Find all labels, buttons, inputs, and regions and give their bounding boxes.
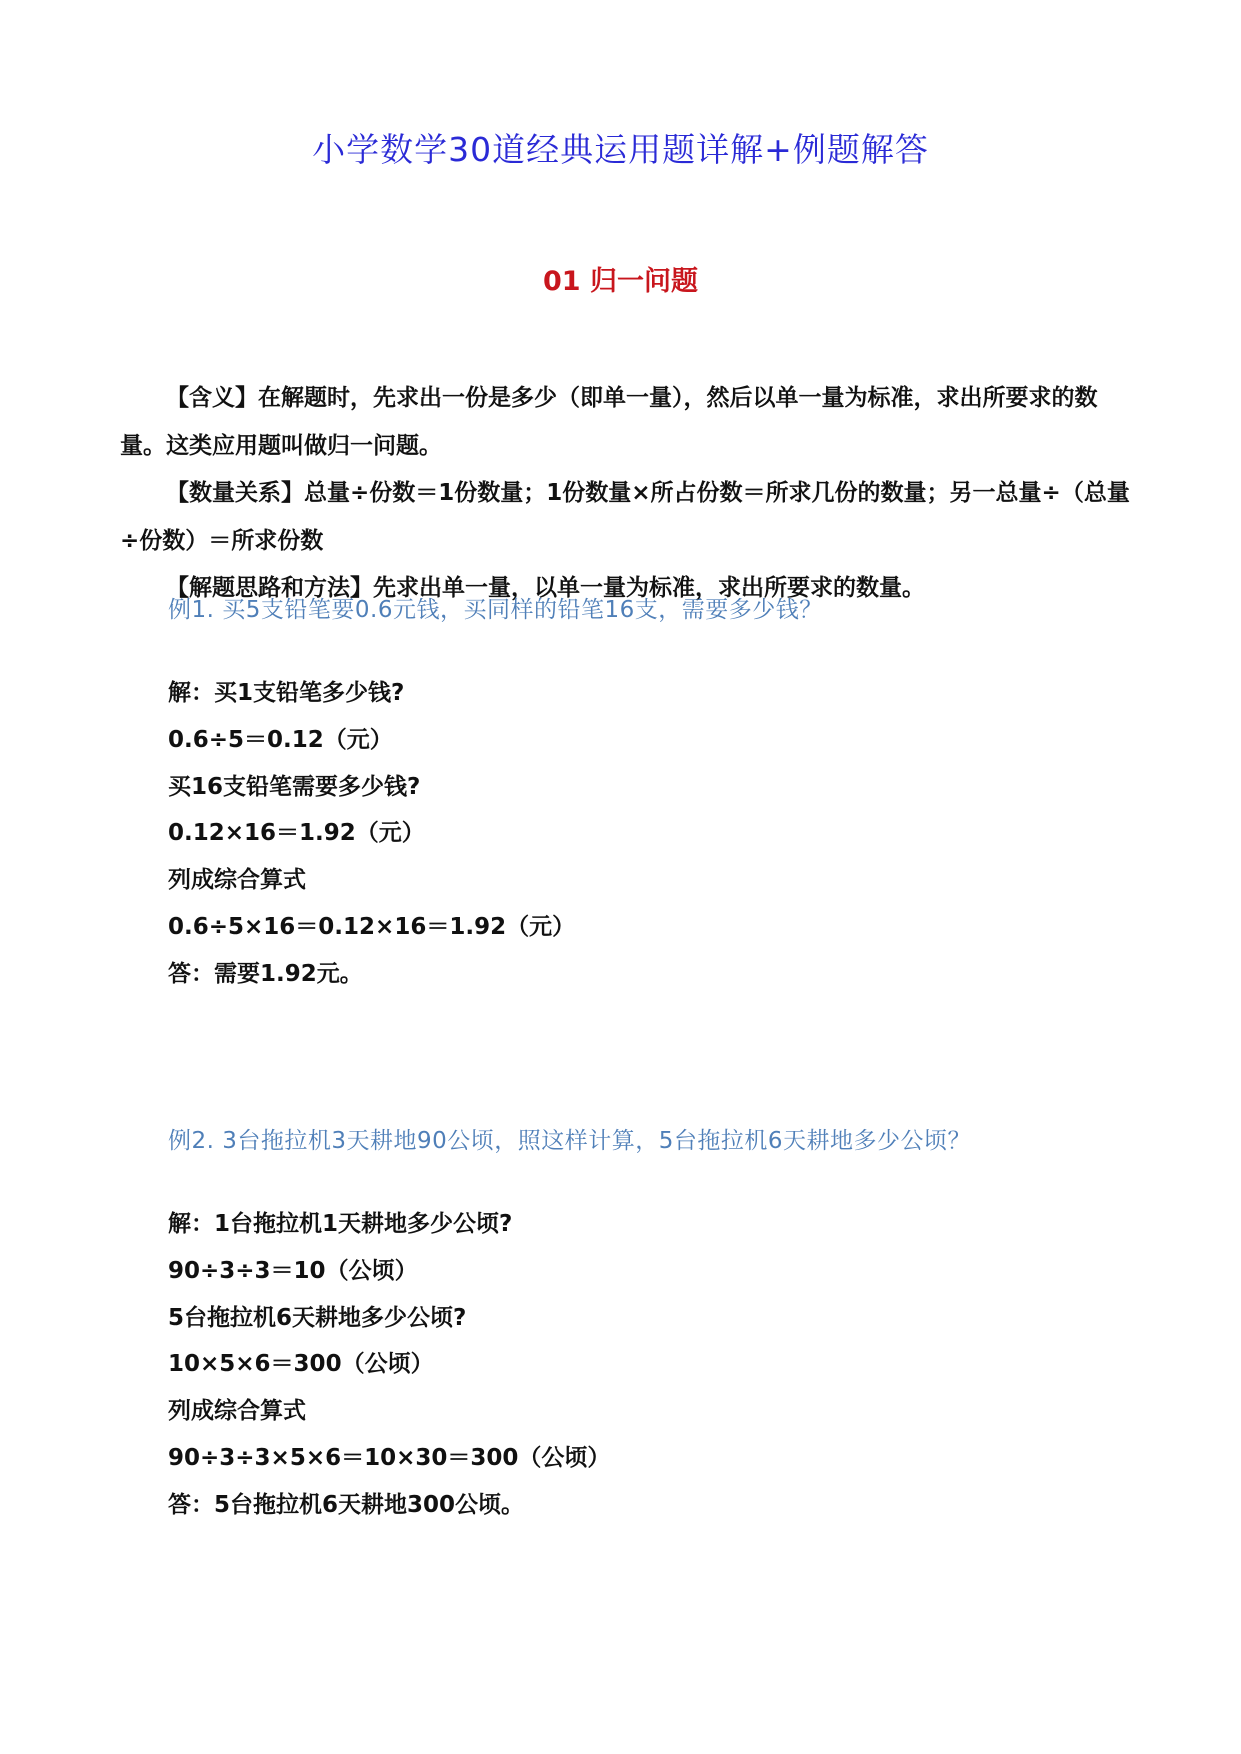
intro-block: [120, 375, 1130, 613]
solution-line: 5台拖拉机6天耕地多少公顷?: [168, 1304, 467, 1331]
example-1-solution: [168, 670, 1128, 998]
example-2-question: 例2. 3台拖拉机3天耕地90公顷，照这样计算，5台拖拉机6天耕地多少公顷？: [168, 1128, 972, 1154]
solution-line: 答：需要1.92元。: [168, 960, 363, 987]
solution-line: 0.6÷5＝0.12（元）: [168, 726, 393, 753]
solution-line: 0.12×16＝1.92（元）: [168, 820, 425, 847]
example-2-solution: [168, 1201, 1128, 1529]
solution-line: 解：买1支铅笔多少钱?: [168, 680, 405, 706]
solution-line: 10×5×6＝300（公顷）: [168, 1351, 434, 1378]
solution-line: 90÷3÷3＝10（公顷）: [168, 1257, 418, 1284]
solution-line: 解：1台拖拉机1天耕地多少公顷?: [168, 1211, 513, 1237]
solution-line: 列成综合算式: [168, 1398, 306, 1425]
intro-quantity-relation: 【数量关系】总量÷份数＝1份数量；1份数量×所占份数＝所求几份的数量；另一总量÷（总量÷份数）＝所求份数: [120, 480, 1130, 554]
example-1-question: 例1. 买5支铅笔要0.6元钱，买同样的铅笔16支，需要多少钱？: [168, 597, 823, 623]
document-title: 小学数学30道经典运用题详解+例题解答: [312, 130, 929, 169]
solution-line: 列成综合算式: [168, 867, 306, 894]
solution-line: 买16支铅笔需要多少钱?: [168, 773, 421, 800]
intro-definition: 【含义】在解题时，先求出一份是多少（即单一量），然后以单一量为标准，求出所要求的数量。这类应用题叫做归一问题。: [120, 385, 1098, 459]
solution-line: 0.6÷5×16＝0.12×16＝1.92（元）: [168, 913, 576, 940]
section-title: 01 归一问题: [543, 266, 698, 297]
intro-method: 【解题思路和方法】先求出单一量，以单一量为标准，求出所要求的数量。: [166, 575, 925, 601]
solution-line: 答：5台拖拉机6天耕地300公顷。: [168, 1491, 525, 1518]
solution-line: 90÷3÷3×5×6＝10×30＝300（公顷）: [168, 1444, 611, 1471]
